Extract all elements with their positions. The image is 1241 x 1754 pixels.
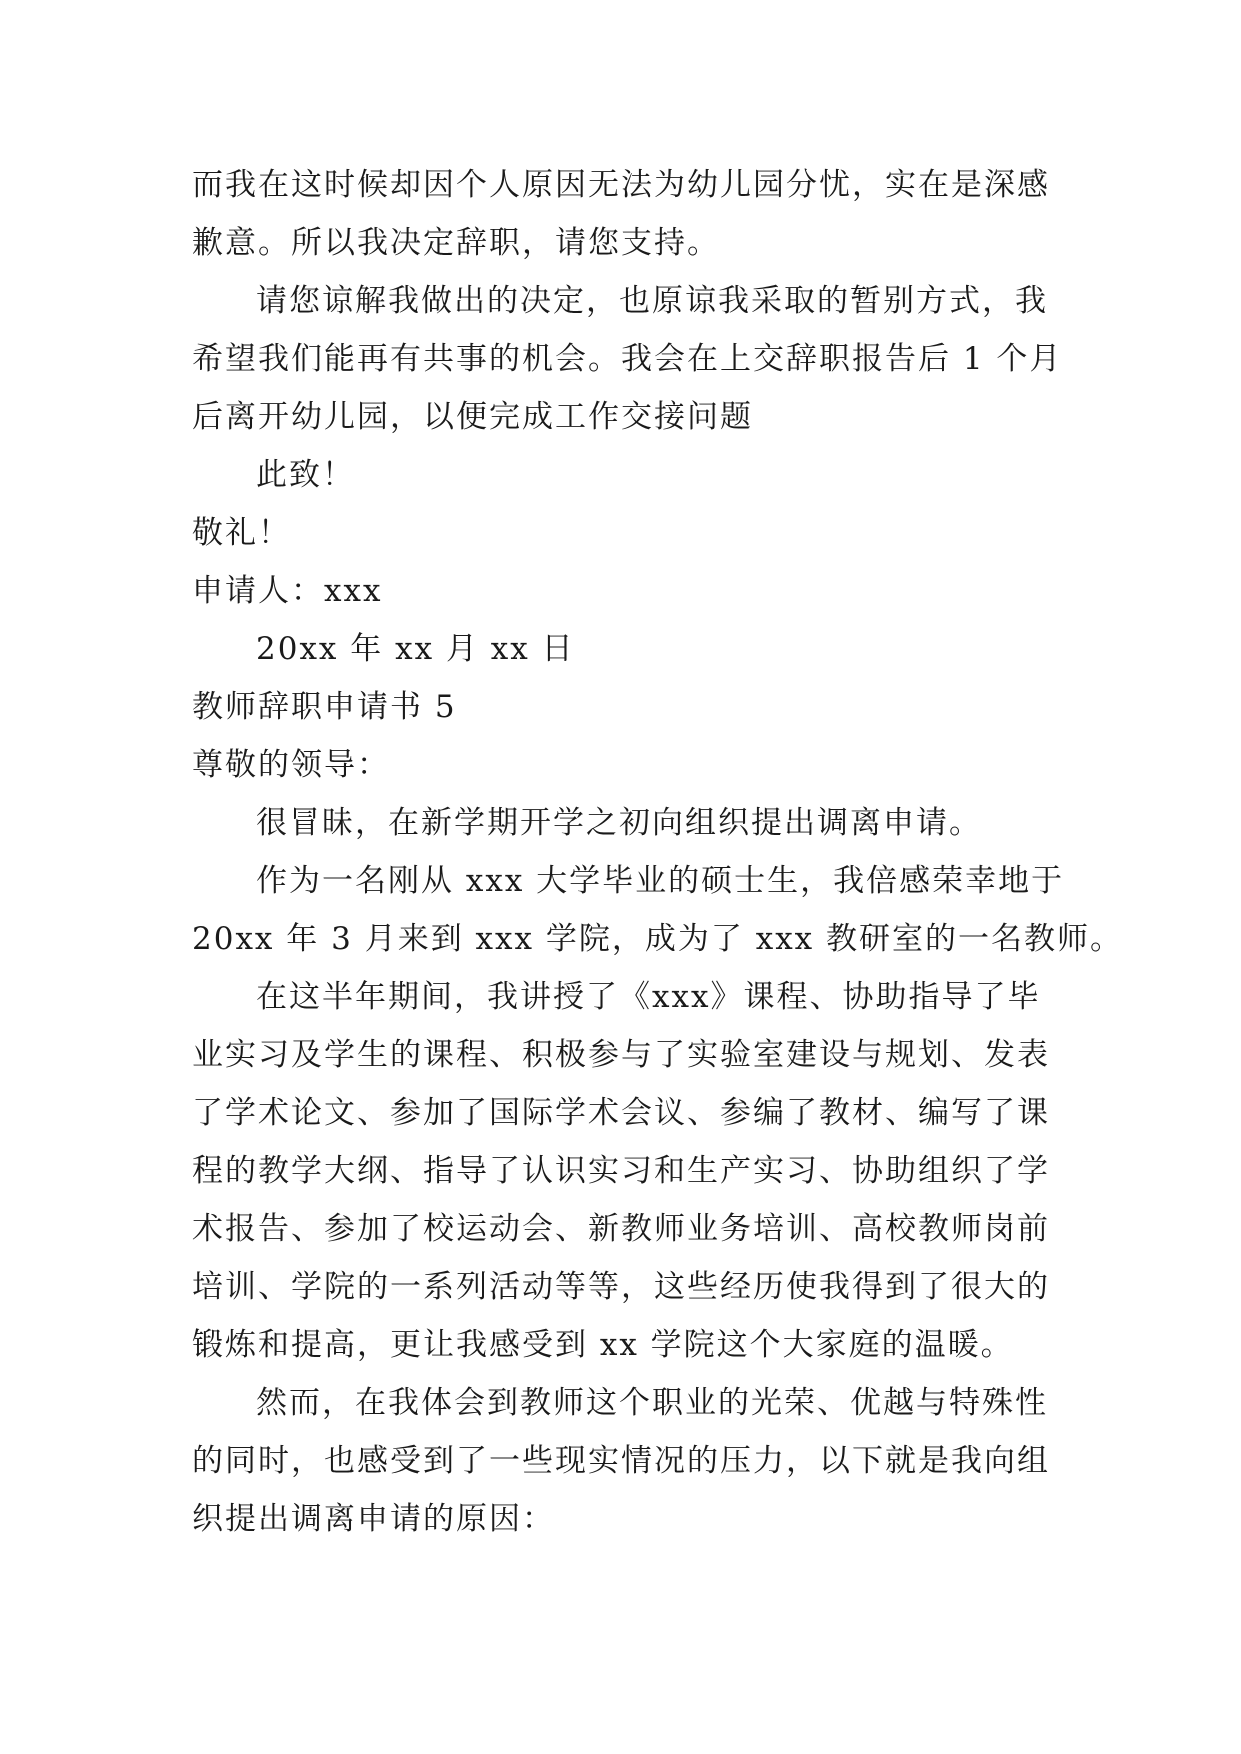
text-line-18: 程的教学大纲、指导了认识实习和生产实习、协助组织了学 <box>192 1153 1050 1189</box>
text-line-4: 希望我们能再有共事的机会。我会在上交辞职报告后 1 个月 <box>192 341 1063 377</box>
text-line-12: 很冒昧，在新学期开学之初向组织提出调离申请。 <box>256 805 982 841</box>
closing-regards: 敬礼！ <box>192 515 291 551</box>
text-line-2: 歉意。所以我决定辞职，请您支持。 <box>192 225 720 261</box>
text-line-24: 织提出调离申请的原因： <box>192 1501 555 1537</box>
text-line-13: 作为一名刚从 xxx 大学毕业的硕士生，我倍感荣幸地于 <box>256 863 1065 899</box>
text-line-23: 的同时，也感受到了一些现实情况的压力，以下就是我向组 <box>192 1443 1050 1479</box>
text-line-20: 培训、学院的一系列活动等等，这些经历使我得到了很大的 <box>192 1269 1050 1305</box>
applicant-line: 申请人：xxx <box>192 573 383 609</box>
date-line: 20xx 年 xx 月 xx 日 <box>256 631 575 667</box>
text-line-21: 锻炼和提高，更让我感受到 xx 学院这个大家庭的温暖。 <box>192 1327 1014 1363</box>
text-line-14: 20xx 年 3 月来到 xxx 学院，成为了 xxx 教研室的一名教师。 <box>192 921 1124 957</box>
text-line-17: 了学术论文、参加了国际学术会议、参编了教材、编写了课 <box>192 1095 1050 1131</box>
closing-salutation: 此致！ <box>256 457 355 493</box>
text-line-15: 在这半年期间，我讲授了《xxx》课程、协助指导了毕 <box>256 979 1041 1015</box>
text-line-19: 术报告、参加了校运动会、新教师业务培训、高校教师岗前 <box>192 1211 1050 1247</box>
text-line-16: 业实习及学生的课程、积极参与了实验室建设与规划、发表 <box>192 1037 1050 1073</box>
greeting-line: 尊敬的领导： <box>192 747 390 783</box>
section-title: 教师辞职申请书 5 <box>192 689 457 725</box>
text-line-3: 请您谅解我做出的决定，也原谅我采取的暂别方式，我 <box>256 283 1048 319</box>
document-page <box>192 156 1124 1548</box>
text-line-22: 然而，在我体会到教师这个职业的光荣、优越与特殊性 <box>256 1385 1048 1421</box>
text-line-5: 后离开幼儿园，以便完成工作交接问题 <box>192 399 753 435</box>
text-line-1: 而我在这时候却因个人原因无法为幼儿园分忧，实在是深感 <box>192 167 1050 203</box>
